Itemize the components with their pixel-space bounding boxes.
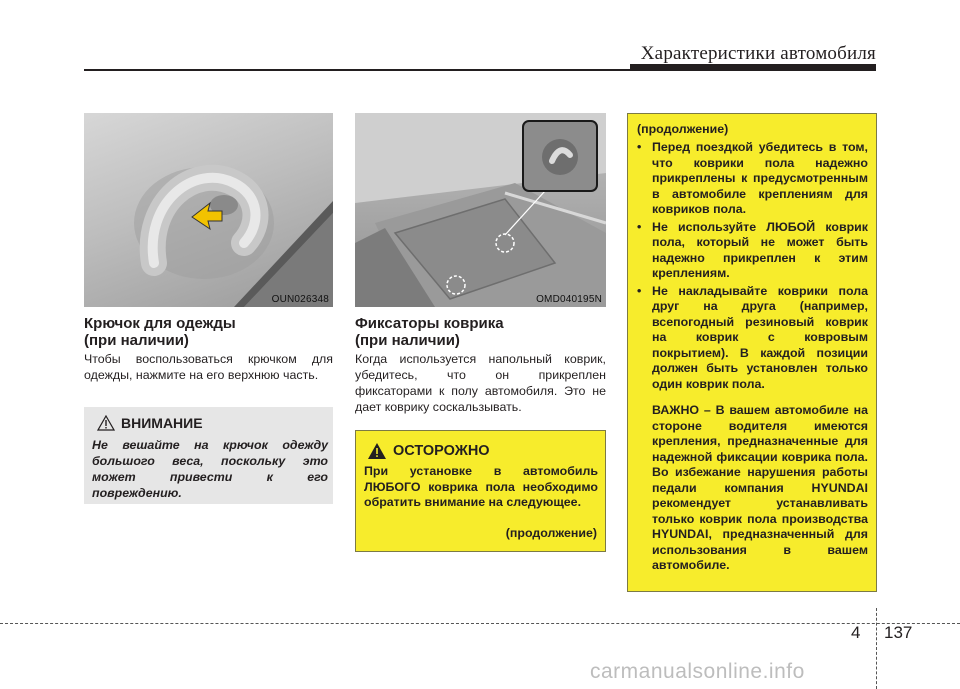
hook-heading-line1: Крючок для одежды: [84, 315, 236, 332]
important-note: ВАЖНО – В вашем автомобиле на стороне водителя имеются крепления, предназначенные для надежной фиксации коврика пола. Во избежание нарушения работы педали компания HYUNDAI рекомендует устанавливать только коврик пола производства HYUNDAI, предназначенный для использования в вашем автомобиле.: [652, 403, 868, 572]
caution-box: [84, 407, 333, 504]
section-title: Характеристики автомобиля: [640, 43, 876, 64]
floor-mat-photo: [355, 113, 606, 307]
mat-anchor-body: Когда используется напольный коврик, убедитесь, что он прикреплен фиксаторами к полу автомобиля. Это не дает коврику соскальзывать.: [355, 352, 606, 414]
hook-heading: [84, 315, 333, 349]
mat-anchor-heading-line1: Фиксаторы коврика: [355, 315, 504, 332]
list-item: • Не используйте ЛЮБОЙ коврик пола, который не может быть надежно прикреплен к этим креплениям.: [632, 220, 868, 282]
mat-anchor-heading-line2: (при наличии): [355, 332, 460, 349]
warning-continued: (продолжение): [505, 526, 597, 540]
footer-divider: [876, 608, 877, 689]
warning-title: ОСТОРОЖНО: [393, 443, 490, 459]
hook-body: Чтобы воспользоваться крючком для одежды, нажмите на его верхнюю часть.: [84, 352, 333, 382]
caution-title: ВНИМАНИЕ: [121, 415, 203, 431]
footer-rule: [0, 623, 960, 624]
warning-triangle-icon: [97, 415, 115, 431]
warning-continued-box: [627, 113, 877, 592]
photo-code: OUN026348: [271, 294, 329, 305]
header-bar: [630, 64, 876, 71]
warning-bullet-list: [632, 140, 868, 394]
header-rule: [84, 69, 630, 71]
page-number: 137: [884, 623, 913, 642]
hook-heading-line2: (при наличии): [84, 332, 189, 349]
continued-label: (продолжение): [637, 122, 729, 136]
chapter-number: 4: [851, 623, 861, 642]
clothes-hook-photo: [84, 113, 333, 307]
warning-text: При установке в автомобиль ЛЮБОГО коврика пола необходимо обратить внимание на следующее.: [364, 464, 598, 509]
warning-triangle-icon: [367, 442, 387, 460]
list-item: • Перед поездкой убедитесь в том, что коврики пола надежно прикреплены к предусмотренным в автомобиле креплениям для ковриков пола.: [632, 140, 868, 218]
warning-box: [355, 430, 606, 552]
clothes-hook-illustration: [84, 113, 333, 307]
mat-anchor-heading: [355, 315, 606, 349]
floor-mat-illustration: [355, 113, 606, 307]
list-item: • Не накладывайте коврики пола друг на друга (например, всепогодный резиновый коврик на коврик с ковровым покрытием). В каждой позиции должен быть установлен только один коврик пола.: [632, 284, 868, 393]
watermark: carmanualsonline.info: [590, 660, 805, 683]
caution-text: Не вешайте на крючок одежду большого веса, поскольку это может привести к его повреждению.: [92, 438, 328, 500]
photo-code: OMD040195N: [536, 294, 602, 305]
